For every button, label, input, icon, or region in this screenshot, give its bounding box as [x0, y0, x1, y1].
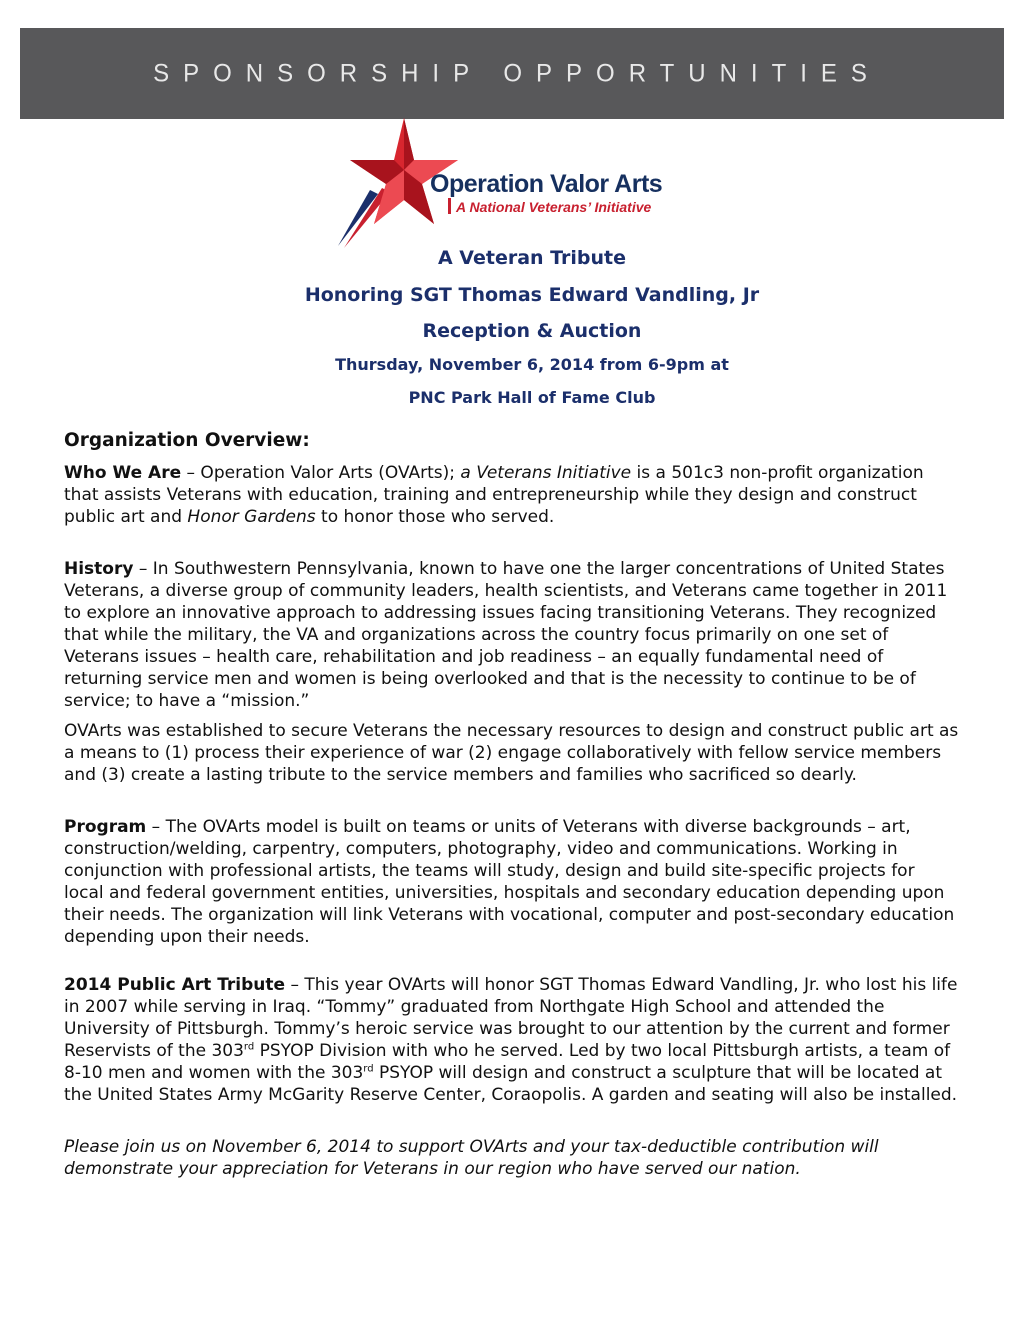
tribute-text-1: – This year OVArts will honor SGT Thomas Edward Vandling, Jr. who lost his life in 2007 while serving in Iraq. “Tommy” graduated from Northgate High School and attended the University of Pittsburgh. Tommy’s heroic service was brought to our attention by the current and former Reservists of the 303: [64, 975, 958, 1061]
overview-heading: Organization Overview:: [64, 430, 310, 451]
who-text-1: – Operation Valor Arts (OVArts);: [181, 463, 461, 483]
who-text-2: is a 501c3 non-profit organization that assists Veterans with education, training and entrepreneurship while they design and construct public art and: [64, 463, 924, 527]
event-honoring: Honoring SGT Thomas Edward Vandling, Jr: [304, 284, 760, 306]
who-italic-1: a Veterans Initiative: [460, 463, 632, 483]
event-type: Reception & Auction: [422, 320, 642, 342]
tribute-sup-2: rd: [363, 1063, 374, 1075]
logo-tagline: A National Veterans’ Initiative: [456, 199, 652, 215]
tribute-paragraph: [64, 974, 959, 1106]
event-venue: PNC Park Hall of Fame Club: [408, 388, 656, 407]
closing-paragraph: Please join us on November 6, 2014 to support OVArts and your tax-deductible contribution will demonstrate your appreciation for Veterans in our region who have served our nation.: [64, 1137, 879, 1179]
who-we-are-paragraph: [64, 462, 959, 528]
organization-logo: [330, 118, 710, 253]
mission-paragraph: OVArts was established to secure Veterans the necessary resources to design and construct public art as a means to (1) process their experience of war (2) engage collaboratively with fellow service members and (3) create a lasting tribute to the service members and families who sacrificed so dearly.: [64, 721, 959, 785]
event-date: Thursday, November 6, 2014 from 6-9pm at: [335, 355, 729, 374]
tribute-sup-1: rd: [243, 1041, 255, 1053]
program-label: Program: [64, 817, 147, 837]
history-label: History: [64, 559, 134, 579]
logo-name: Operation Valor Arts: [430, 170, 663, 198]
banner-title: SPONSORSHIP OPPORTUNITIES: [153, 58, 881, 88]
tribute-text-3: PSYOP will design and construct a sculpture that will be located at the United States Army McGarity Reserve Center, Coraopolis. A garden and seating will also be installed.: [64, 1063, 958, 1105]
history-text: – In Southwestern Pennsylvania, known to have one the larger concentrations of United States Veterans, a diverse group of community leaders, health scientists, and Veterans came together in 2011 to explore an innovative approach to addressing issues facing transitioning Veterans. They recognized that while the military, the VA and organizations across the country focus primarily on one set of Veterans issues – health care, rehabilitation and job readiness – an equally fundamental need of returning service men and women is being overlooked and that is the necessity to continue to be of service; to have a “mission.”: [64, 559, 948, 711]
tribute-text-2: PSYOP Division with who he served. Led by two local Pittsburgh artists, a team of 8-10 men and women with the 303: [64, 1041, 951, 1083]
program-text: – The OVArts model is built on teams or units of Veterans with diverse backgrounds – art, construction/welding, carpentry, computers, photography, video and communications. Working in conjunction with professional artists, the teams will study, design and build site-specific projects for local and federal government entities, universities, hospitals and secondary education depending upon their needs. The organization will link Veterans with vocational, computer and post-secondary education depending upon their needs.: [64, 817, 955, 947]
program-paragraph: [64, 816, 959, 948]
header-banner: [20, 28, 1004, 119]
event-title: A Veteran Tribute: [437, 247, 627, 269]
who-italic-2: Honor Gardens: [187, 507, 316, 527]
event-headings: [0, 244, 1024, 409]
who-text-3: to honor those who served.: [315, 507, 555, 527]
history-paragraph: [64, 558, 959, 712]
tribute-label: 2014 Public Art Tribute: [64, 975, 286, 995]
who-we-are-label: Who We Are: [64, 463, 182, 483]
logo-divider: [448, 198, 451, 214]
organization-overview: [64, 428, 959, 1180]
